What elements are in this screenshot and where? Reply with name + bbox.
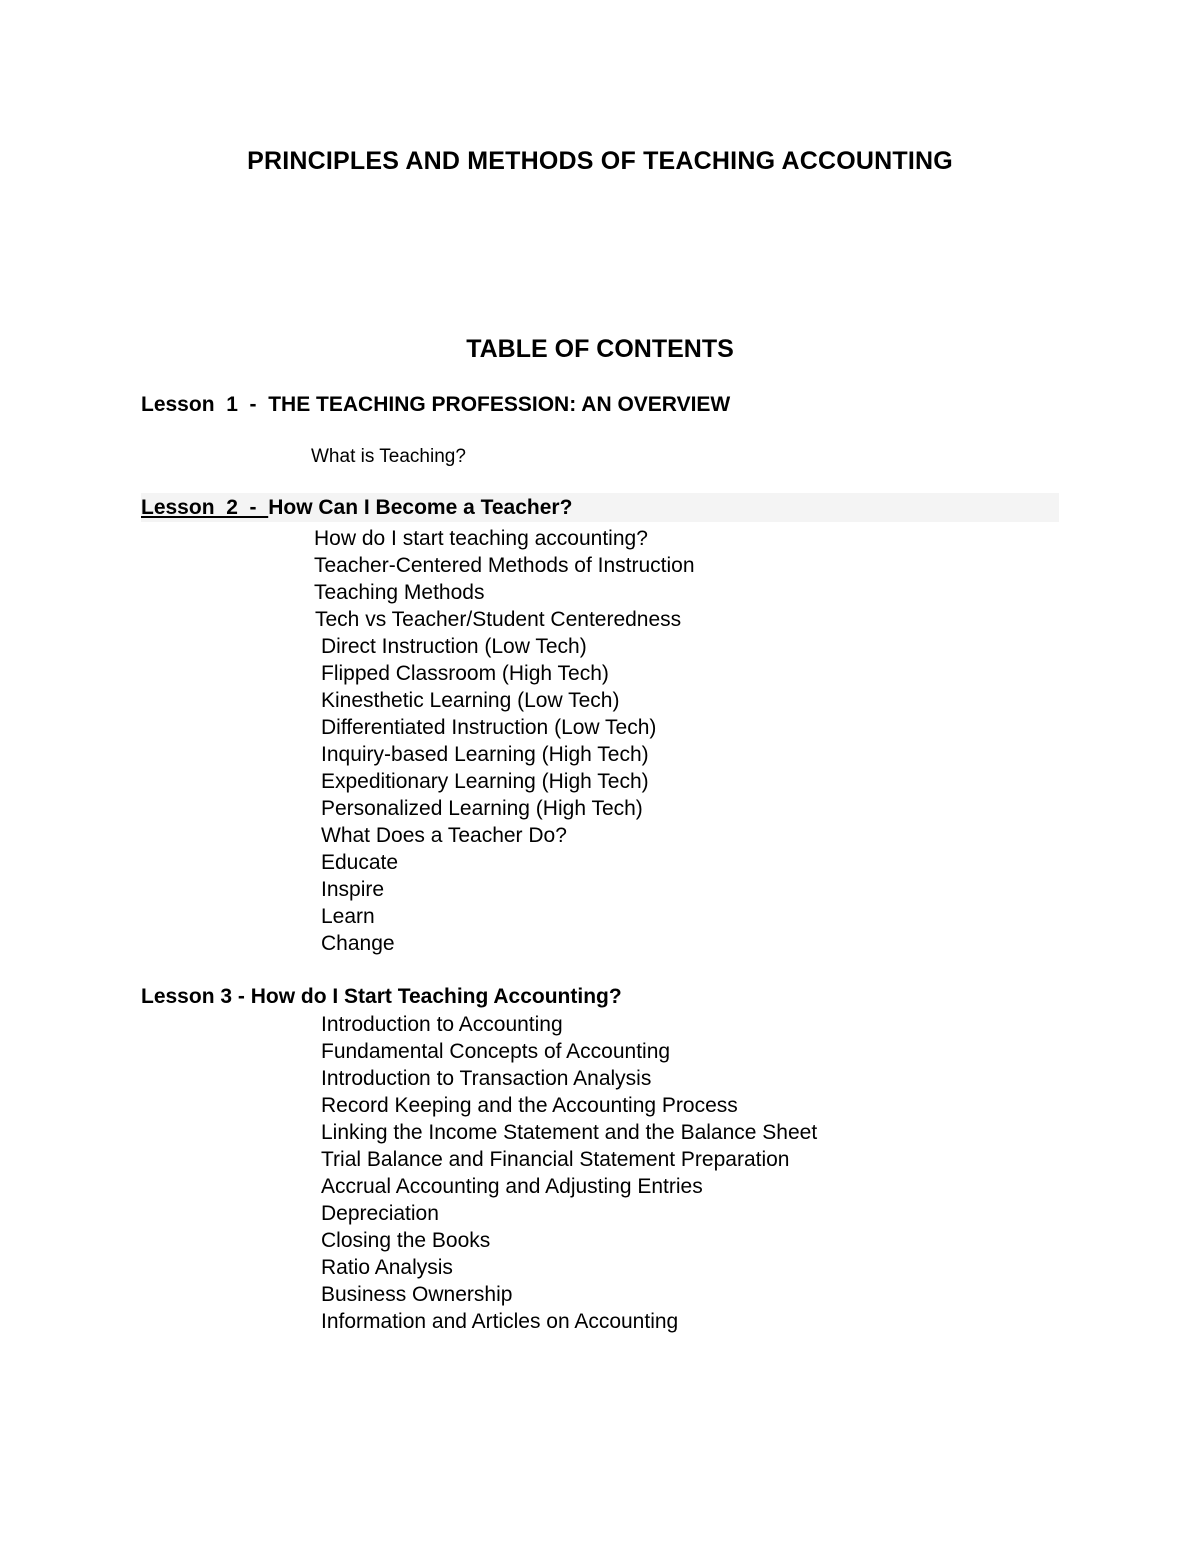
toc-heading: TABLE OF CONTENTS	[466, 335, 734, 363]
lesson-2-topic: Expeditionary Learning (High Tech)	[321, 770, 649, 793]
lesson-2-topic: Teaching Methods	[314, 581, 485, 604]
lesson-2-topic: Personalized Learning (High Tech)	[321, 797, 643, 820]
lesson-3-topic: Fundamental Concepts of Accounting	[321, 1040, 671, 1063]
lesson-2-topic: Kinesthetic Learning (Low Tech)	[321, 689, 620, 712]
lesson-2-topic: Tech vs Teacher/Student Centeredness	[315, 608, 682, 631]
lesson-2-topic: Educate	[321, 851, 399, 874]
lesson-3-topic: Trial Balance and Financial Statement Preparation	[321, 1148, 790, 1171]
lesson-3-topic: Business Ownership	[321, 1283, 513, 1306]
lesson-1-topic: What is Teaching?	[311, 446, 466, 467]
lesson-1-title: THE TEACHING PROFESSION: AN OVERVIEW	[268, 393, 731, 416]
lesson-2-topic: Inquiry-based Learning (High Tech)	[321, 743, 649, 766]
lesson-3-topic: Accrual Accounting and Adjusting Entries	[321, 1175, 703, 1198]
lesson-3-topic: Closing the Books	[321, 1229, 491, 1252]
lesson-3-topic: Linking the Income Statement and the Balance Sheet	[321, 1121, 818, 1144]
lesson-3-topic: Record Keeping and the Accounting Process	[321, 1094, 738, 1117]
lesson-2-topic: Inspire	[321, 878, 385, 901]
lesson-3-heading	[141, 985, 622, 1009]
lesson-2-topic: Differentiated Instruction (Low Tech)	[321, 716, 657, 739]
lesson-2-topic: Change	[321, 932, 395, 955]
lesson-2-topic: Teacher-Centered Methods of Instruction	[314, 554, 695, 577]
lesson-3-topic: Information and Articles on Accounting	[321, 1310, 679, 1333]
lesson-3-topic: Introduction to Transaction Analysis	[321, 1067, 652, 1090]
lesson-1-label: Lesson 1 -	[141, 393, 269, 416]
lesson-3-topic: Ratio Analysis	[321, 1256, 453, 1279]
lesson-3-label: Lesson 3 -	[141, 985, 251, 1008]
lesson-2-topic: How do I start teaching accounting?	[314, 527, 648, 550]
lesson-3-title: How do I Start Teaching Accounting?	[250, 985, 622, 1008]
lesson-2-label: Lesson 2 -	[141, 496, 269, 519]
document-title: PRINCIPLES AND METHODS OF TEACHING ACCOUNTING	[247, 147, 953, 175]
lesson-2-topic: What Does a Teacher Do?	[321, 824, 567, 847]
lesson-2-topic: Flipped Classroom (High Tech)	[321, 662, 609, 685]
lesson-3-topic: Introduction to Accounting	[321, 1013, 563, 1036]
lesson-2-topic: Learn	[321, 905, 375, 928]
lesson-2-heading	[141, 496, 572, 520]
lesson-1-heading	[141, 393, 730, 417]
lesson-2-title: How Can I Become a Teacher?	[268, 496, 573, 519]
lesson-3-topic: Depreciation	[321, 1202, 439, 1225]
lesson-2-topic: Direct Instruction (Low Tech)	[321, 635, 587, 658]
